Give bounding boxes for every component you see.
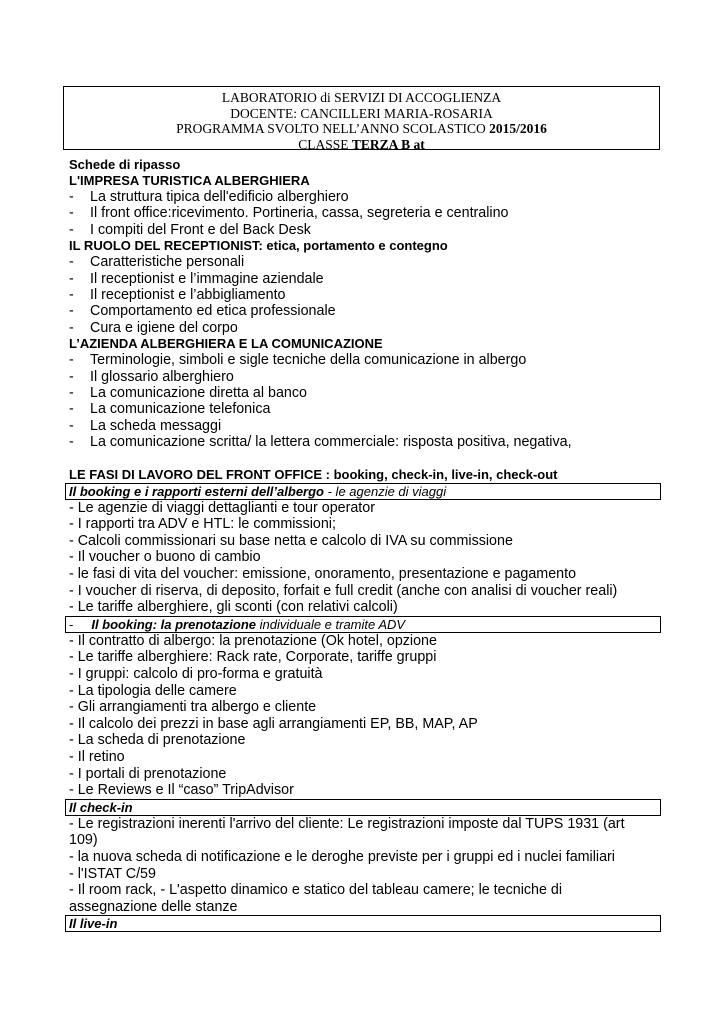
list-item: - Il voucher o buono di cambio — [69, 549, 261, 566]
list-item: - Comportamento ed etica professionale — [69, 303, 336, 320]
list-item: - Le tariffe alberghiere: Rack rate, Corporate, tariffe gruppi — [69, 649, 437, 666]
list-item: - la nuova scheda di notificazione e le deroghe previste per i gruppi ed i nuclei familiari — [69, 848, 615, 865]
list-item: - l'ISTAT C/59 — [69, 865, 156, 882]
list-item: - Il receptionist e l’immagine aziendale — [69, 270, 324, 287]
box-bold-text: Il check-in — [69, 799, 133, 815]
list-item: - La comunicazione scritta/ la lettera commerciale: risposta positiva, negativa, — [69, 434, 572, 451]
subsection-box-check-in — [65, 799, 661, 816]
list-item: - Le tariffe alberghiere, gli sconti (con relativi calcoli) — [69, 599, 398, 616]
box-italic-text: individuale e tramite ADV — [256, 616, 406, 632]
schede-heading: Schede di ripasso — [69, 157, 181, 172]
list-item: - I rapporti tra ADV e HTL: le commissioni; — [69, 516, 336, 533]
list-item: - Il calcolo dei prezzi in base agli arrangiamenti EP, BB, MAP, AP — [69, 715, 478, 732]
list-item: - I portali di prenotazione — [69, 765, 227, 782]
list-item: - La comunicazione telefonica — [69, 401, 271, 418]
subsection-box-booking — [65, 483, 661, 500]
list-item: - La scheda di prenotazione — [69, 732, 246, 749]
section-title-fasi: LE FASI DI LAVORO DEL FRONT OFFICE : booking, check-in, live-in, check-out — [69, 466, 558, 482]
header-line-3 — [64, 121, 659, 137]
header-class-name: TERZA B at — [351, 136, 425, 152]
list-item: - La tipologia delle camere — [69, 682, 237, 699]
header-line-2: DOCENTE: CANCILLERI MARIA-ROSARIA — [230, 105, 493, 121]
list-item: - La comunicazione diretta al banco — [69, 385, 307, 402]
subsection-box-prenotazione — [65, 616, 661, 633]
document-body — [69, 157, 669, 932]
list-item: - Calcoli commissionari su base netta e calcolo di IVA su commissione — [69, 532, 513, 549]
box-dash: - — [69, 616, 74, 632]
box-italic-text: - le agenzie di viaggi — [324, 483, 447, 499]
list-item: - le fasi di vita del voucher: emissione, onoramento, presentazione e pagamento — [69, 566, 577, 583]
list-item: - Gli arrangiamenti tra albergo e cliente — [69, 699, 317, 716]
list-item: - Caratteristiche personali — [69, 254, 245, 271]
header-year: 2015/2016 — [489, 121, 547, 136]
list-item: - Il contratto di albergo: la prenotazione (Ok hotel, opzione — [69, 632, 437, 649]
header-programma: PROGRAMMA SVOLTO NELL’ANNO SCOLASTICO — [176, 121, 490, 136]
subsection-box-live-in — [65, 915, 661, 932]
list-item: - Le registrazioni inerenti l'arrivo del cliente: Le registrazioni imposte dal TUPS 1931 (art 109) — [69, 815, 625, 849]
box-bold-text: Il booking e i rapporti esterni dell’albergo — [69, 483, 324, 499]
list-item: - Il receptionist e l’abbigliamento — [69, 287, 286, 304]
header-line-1: LABORATORIO di SERVIZI DI ACCOGLIENZA — [221, 90, 502, 105]
section-title-receptionist: IL RUOLO DEL RECEPTIONIST: etica, portamento e contegno — [69, 238, 448, 254]
header-line-4 — [64, 137, 659, 153]
section-title-comunicazione: L’AZIENDA ALBERGHIERA E LA COMUNICAZIONE — [69, 336, 383, 352]
list-item: - Il room rack, - L'aspetto dinamico e statico del tableau camere; le tecniche di assegnazione delle stanze — [69, 882, 563, 915]
list-item: - Il retino — [69, 749, 125, 765]
list-item: - Cura e igiene del corpo — [69, 319, 238, 336]
section-title-impresa: L'IMPRESA TURISTICA ALBERGHIERA — [69, 173, 310, 188]
list-item: - I voucher di riserva, di deposito, forfait e full credit (anche con analisi di voucher reali) — [69, 582, 618, 599]
list-item: - La struttura tipica dell'edificio alberghiero — [69, 189, 349, 205]
list-item: - Il glossario alberghiero — [69, 368, 234, 385]
list-item: - Terminologie, simboli e sigle tecniche della comunicazione in albergo — [69, 352, 527, 369]
list-item: - Il front office:ricevimento. Portineria, cassa, segreteria e centralino — [69, 205, 509, 222]
list-item: - I compiti del Front e del Back Desk — [69, 221, 311, 238]
list-item: - I gruppi: calcolo di pro-forma e gratuità — [69, 666, 323, 683]
list-item: - Le Reviews e Il “caso” TripAdvisor — [69, 782, 294, 799]
box-bold-text: Il live-in — [69, 916, 118, 932]
list-item: - Le agenzie di viaggi dettaglianti e tour operator — [69, 499, 375, 516]
document-header — [63, 86, 660, 150]
box-bold-text: Il booking: la prenotazione — [91, 616, 257, 632]
header-classe: CLASSE — [298, 136, 352, 152]
list-item: - La scheda messaggi — [69, 417, 222, 434]
